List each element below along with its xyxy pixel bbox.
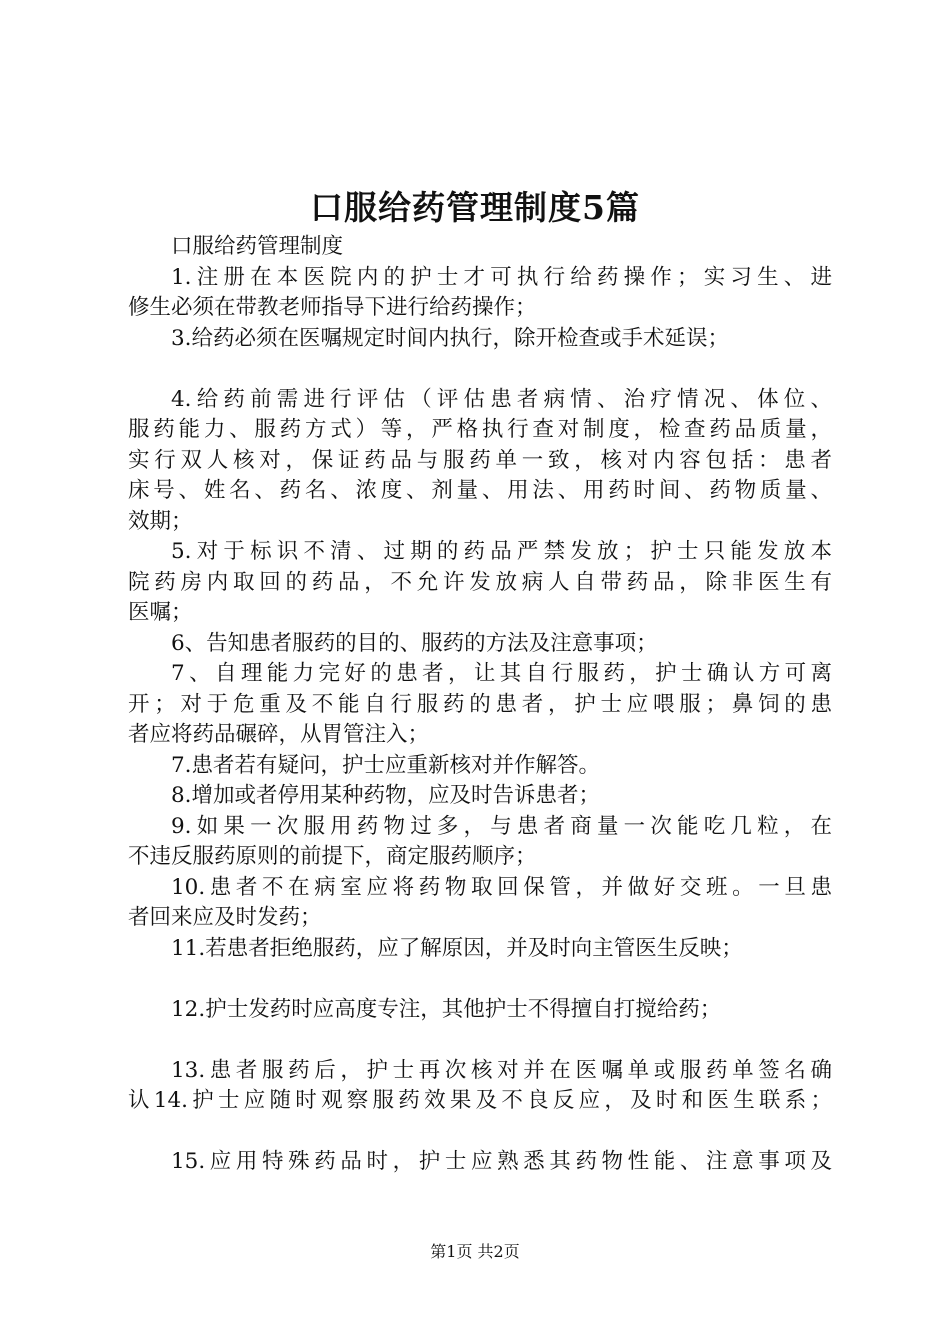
text-line: 9.如果一次服用药物过多，与患者商量一次能吃几粒，在 (171, 813, 832, 839)
blank-line (128, 964, 832, 995)
text-line: 实行双人核对，保证药品与服药单一致，核对内容包括：患者 (128, 447, 832, 473)
text-line: 6、告知患者服药的目的、服药的方法及注意事项； (171, 630, 658, 656)
text-line: 15.应用特殊药品时，护士应熟悉其药物性能、注意事项及 (171, 1149, 832, 1174)
text-line: 床号、姓名、药名、浓度、剂量、用法、用药时间、药物质量、 (128, 478, 832, 503)
text-line: 7、自理能力完好的患者，让其自行服药，护士确认方可离 (171, 661, 832, 686)
text-line: 者应将药品碾碎，从胃管注入； (128, 722, 430, 747)
text-line: 7.患者若有疑问，护士应重新核对并作解答。 (171, 752, 601, 778)
document-body (128, 232, 832, 1178)
text-line: 5.对于标识不清、过期的药品严禁发放；护士只能发放本 (171, 539, 832, 564)
text-line: 1.注册在本医院内的护士才可执行给药操作；实习生、进 (171, 264, 832, 290)
text-line: 11.若患者拒绝服药，应了解原因，并及时向主管医生反映； (171, 935, 743, 961)
text-line: 不违反服药原则的前提下，商定服药顺序； (128, 844, 537, 869)
text-line: 13.患者服药后，护士再次核对并在医嘱单或服药单签名确 (171, 1057, 832, 1083)
blank-line (128, 1117, 832, 1148)
text-line: 4.给药前需进行评估（评估患者病情、治疗情况、体位、 (171, 386, 832, 412)
text-line: 服药能力、服药方式）等，严格执行查对制度，检查药品质量， (128, 417, 832, 442)
text-line: 口服给药管理制度 (171, 234, 344, 259)
text-line: 10.患者不在病室应将药物取回保管，并做好交班。一旦患 (171, 874, 832, 900)
text-line: 3.给药必须在医嘱规定时间内执行，除开检查或手术延误； (171, 325, 730, 351)
blank-line (128, 354, 832, 385)
text-line: 院药房内取回的药品，不允许发放病人自带药品，除非医生有 (128, 569, 832, 595)
text-line: 者回来应及时发药； (128, 905, 322, 930)
text-line: 8.增加或者停用某种药物，应及时告诉患者； (171, 783, 601, 808)
blank-line (128, 1025, 832, 1056)
text-line: 修生必须在带教老师指导下进行给药操作； (128, 295, 537, 320)
text-line: 认14.护士应随时观察服药效果及不良反应，及时和医生联系； (128, 1088, 832, 1113)
document-title: 口服给药管理制度5篇 (310, 188, 640, 227)
text-line: 开；对于危重及不能自行服药的患者，护士应喂服；鼻饲的患 (128, 691, 832, 717)
page-footer: 第1页 共2页 (430, 1242, 520, 1261)
text-line: 效期； (128, 508, 193, 534)
text-line: 12.护士发药时应高度专注，其他护士不得擅自打搅给药； (171, 996, 722, 1022)
text-line: 医嘱； (128, 600, 193, 625)
